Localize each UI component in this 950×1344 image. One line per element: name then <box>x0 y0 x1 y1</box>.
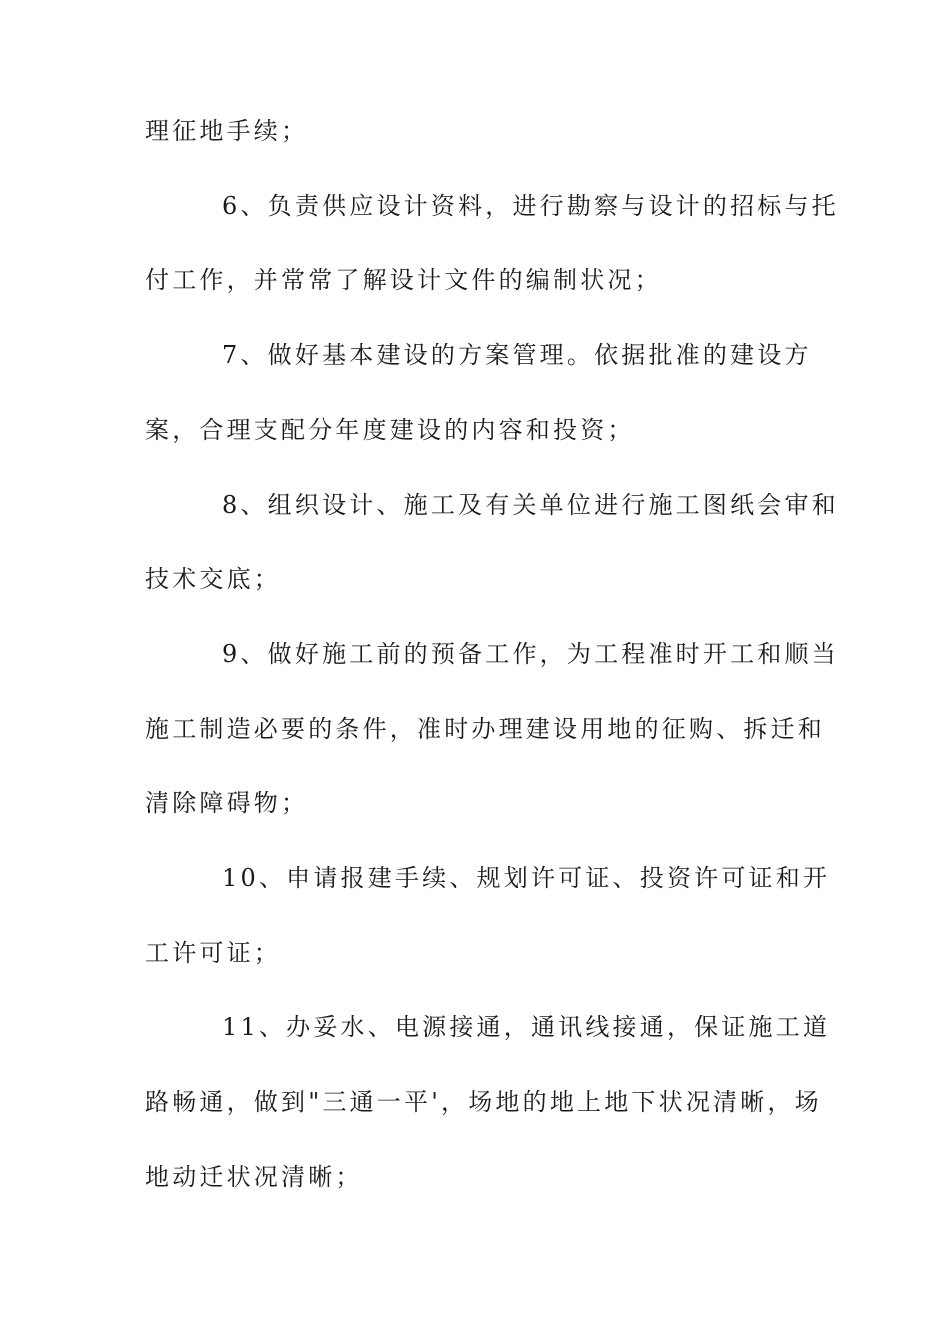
text-line: 路畅通，做到"三通一平'，场地的地上地下状况清晰，场 <box>145 1088 822 1116</box>
text-line: 9、做好施工前的预备工作，为工程准时开工和顺当 <box>222 640 839 668</box>
text-line: 技术交底； <box>145 565 281 593</box>
text-line: 8、组织设计、施工及有关单位进行施工图纸会审和 <box>222 491 839 519</box>
text-line: 清除障碍物； <box>145 789 309 817</box>
text-line: 案，合理支配分年度建设的内容和投资； <box>145 416 635 444</box>
text-line: 6、负责供应设计资料，进行勘察与设计的招标与托 <box>222 192 839 220</box>
text-line: 理征地手续； <box>145 117 309 145</box>
text-line: 工许可证； <box>145 939 281 967</box>
text-line: 10、申请报建手续、规划许可证、投资许可证和开 <box>222 864 831 892</box>
text-line: 付工作，并常常了解设计文件的编制状况； <box>145 266 662 294</box>
text-line: 7、做好基本建设的方案管理。依据批准的建设方 <box>222 341 812 369</box>
text-line: 地动迁状况清晰； <box>145 1163 363 1191</box>
text-line: 11、办妥水、电源接通，通讯线接通，保证施工道 <box>222 1013 831 1041</box>
text-line: 施工制造必要的条件，准时办理建设用地的征购、拆迁和 <box>145 715 825 743</box>
